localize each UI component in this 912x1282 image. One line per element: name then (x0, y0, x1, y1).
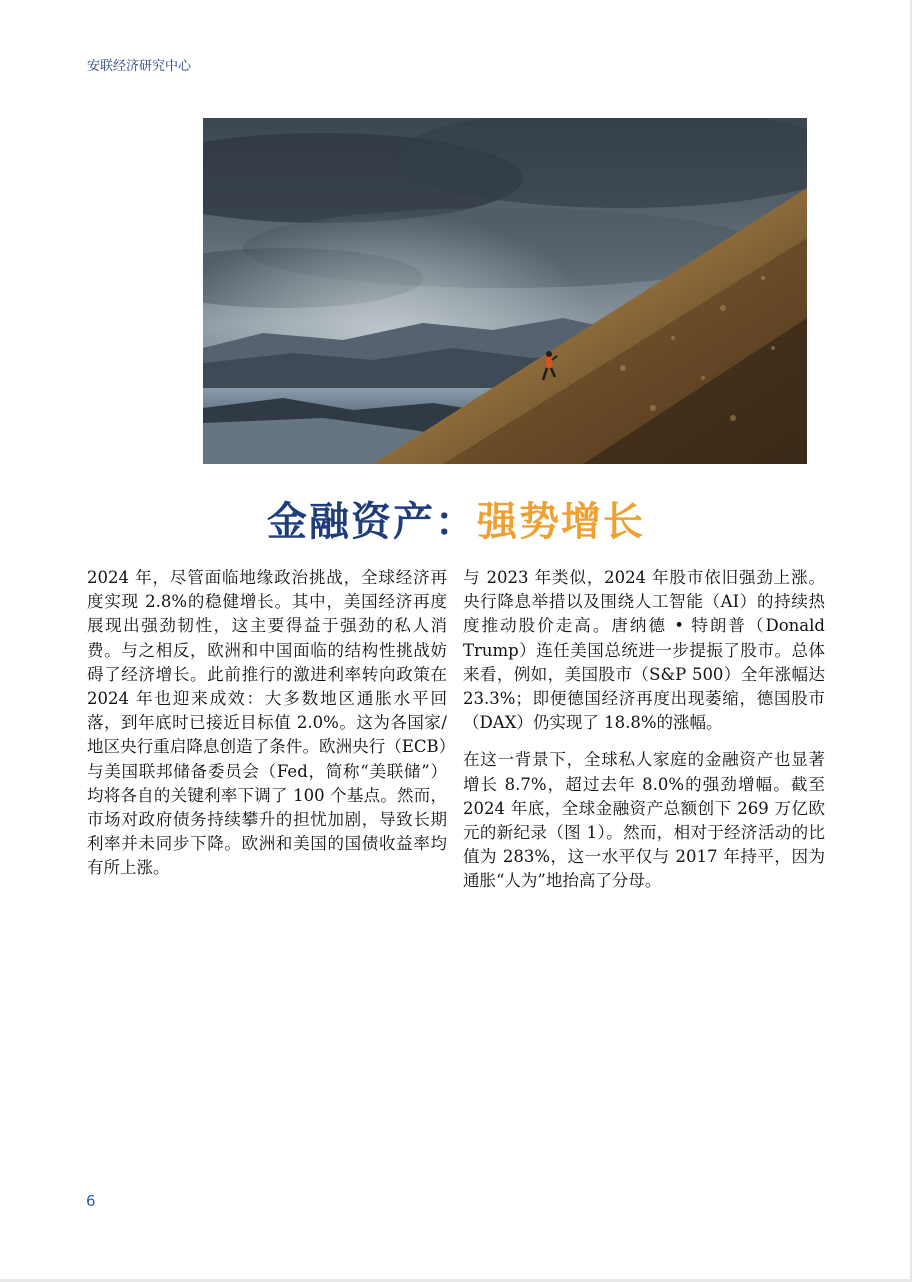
right-paragraph-2: 在这一背景下，全球私人家庭的金融资产也显著增长 8.7%，超过去年 8.0%的强劲增幅。截至 2024 年底，全球金融资产总额创下 269 万亿欧元的新纪录（图 1）。然而，相对于经济活动的比值为 283%，这一水平仅与 2017 年持平，因为通胀“人为”地抬高了分母。 (463, 750, 825, 891)
page-title (0, 490, 912, 547)
left-column (87, 566, 447, 894)
page-number: 6 (86, 1192, 96, 1210)
mountain-runner-photo (203, 118, 807, 464)
title-part-orange: 强势增长 (477, 499, 645, 545)
publisher-header: 安联经济研究中心 (87, 59, 192, 74)
hero-image (203, 118, 807, 464)
left-paragraph-1: 2024 年，尽管面临地缘政治挑战，全球经济再度实现 2.8%的稳健增长。其中，美国经济再度展现出强劲韧性，这主要得益于强劲的私人消费。与之相反，欧洲和中国面临的结构性挑战妨碍了经济增长。此前推行的激进利率转向政策在 2024 年也迎来成效：大多数地区通胀水平回落，到年底时已接近目标值 2.0%。这为各国家/地区央行重启降息创造了条件。欧洲央行（ECB）与美国联邦储备委员会（Fed，简称“美联储”）均将各自的关键利率下调了 100 个基点。然而，市场对政府债务持续攀升的担忧加剧，导致长期利率并未同步下降。欧洲和美国的国债收益率均有所上涨。 (87, 568, 447, 878)
right-paragraph-1: 与 2023 年类似，2024 年股市依旧强劲上涨。央行降息举措以及围绕人工智能（AI）的持续热度推动股价走高。唐纳德 • 特朗普（Donald Trump）连任美国总统进一步提振了股市。总体来看，例如，美国股市（S&P 500）全年涨幅达 23.3%；即便德国经济再度出现萎缩，德国股市（DAX）仍实现了 18.8%的涨幅。 (463, 568, 825, 733)
right-column (463, 566, 825, 907)
title-part-navy: 金融资产： (267, 499, 477, 545)
